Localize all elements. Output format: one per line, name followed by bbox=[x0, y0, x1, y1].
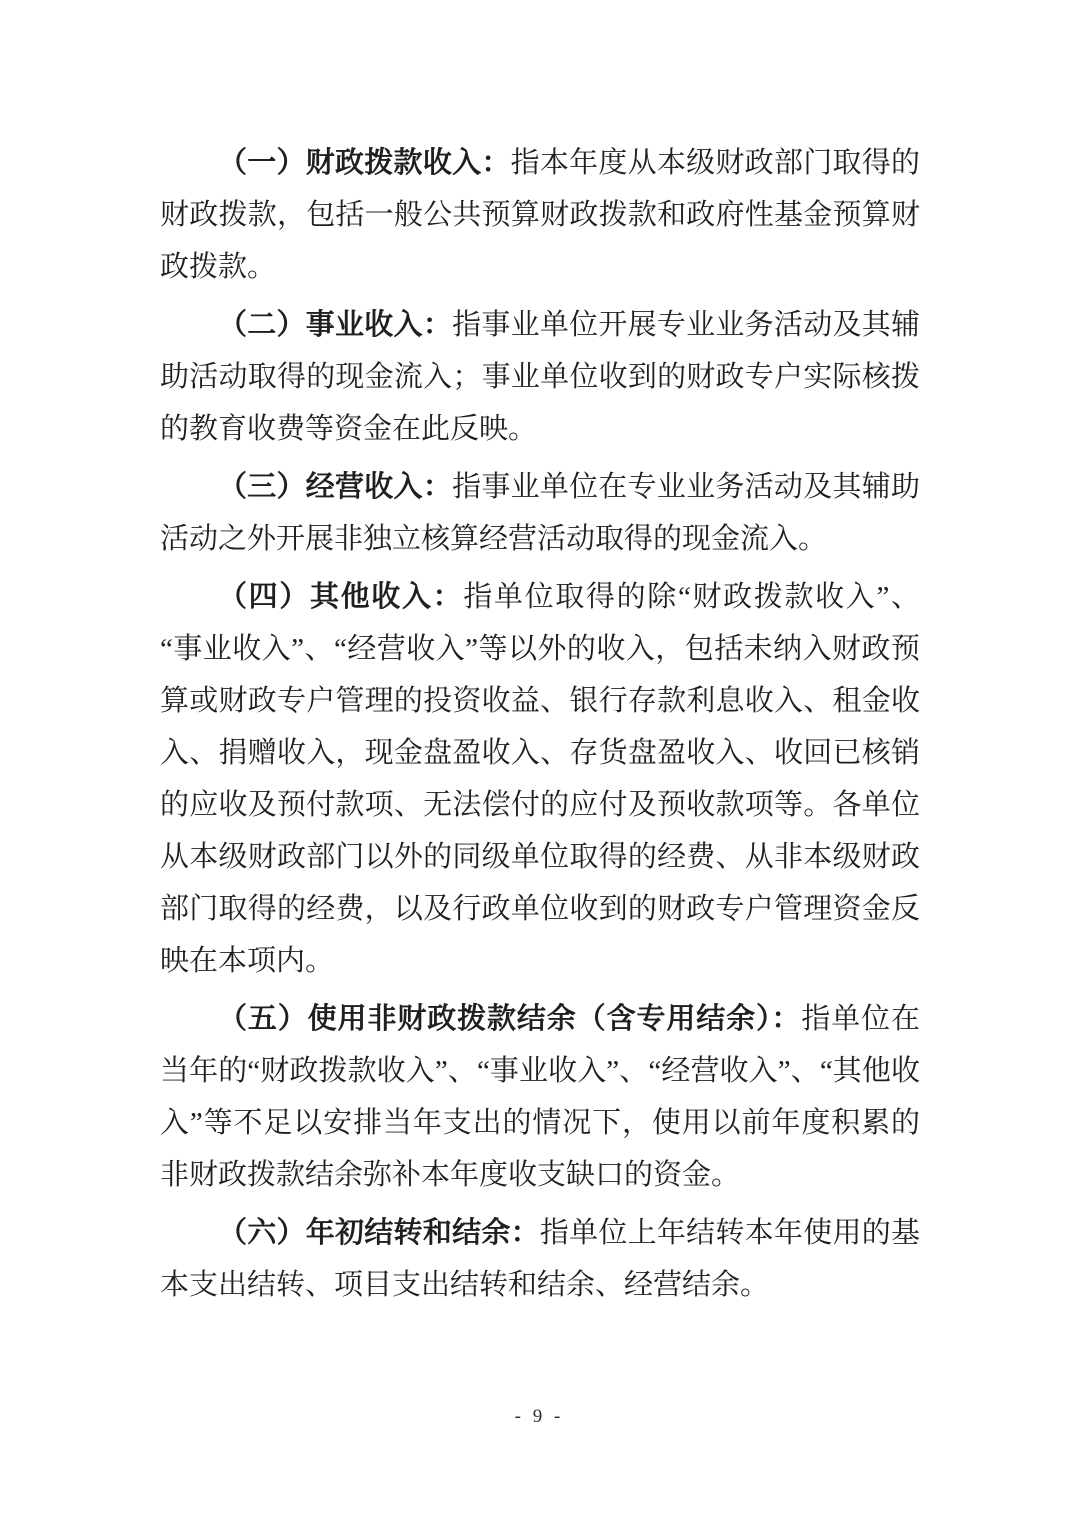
paragraph-operating-income-institution bbox=[160, 299, 920, 455]
paragraph-text: 指事业单位开展专业业务活动及其辅助活动取得的现金流入；事业单位收到的财政专户实际核拨的教育收费等资金在此反映。 bbox=[160, 309, 920, 445]
paragraph-non-fiscal-surplus-usage bbox=[160, 993, 920, 1201]
paragraph-fiscal-appropriation-income bbox=[160, 137, 920, 293]
paragraph-text: 指事业单位在专业业务活动及其辅助活动之外开展非独立核算经营活动取得的现金流入。 bbox=[160, 471, 920, 555]
paragraph-heading: （二）事业收入： bbox=[218, 309, 453, 341]
paragraph-heading: （六）年初结转和结余： bbox=[218, 1217, 540, 1249]
paragraph-text: 指单位在当年的“财政拨款收入”、“事业收入”、“经营收入”、“其他收入”等不足以安排当年支出的情况下，使用以前年度积累的非财政拨款结余弥补本年度收支缺口的资金。 bbox=[160, 1003, 920, 1191]
paragraph-text: 指单位上年结转本年使用的基本支出结转、项目支出结转和结余、经营结余。 bbox=[160, 1217, 920, 1301]
paragraph-heading: （一）财政拨款收入： bbox=[218, 147, 511, 179]
paragraph-other-income bbox=[160, 571, 920, 987]
paragraph-text: 指本年度从本级财政部门取得的财政拨款，包括一般公共预算财政拨款和政府性基金预算财政拨款。 bbox=[160, 147, 920, 283]
paragraph-heading: （五）使用非财政拨款结余（含专用结余）： bbox=[218, 1003, 802, 1035]
page-number: - 9 - bbox=[514, 1406, 561, 1427]
paragraph-heading: （四）其他收入： bbox=[218, 581, 464, 613]
paragraph-heading: （三）经营收入： bbox=[218, 471, 453, 503]
paragraph-text: 指单位取得的除“财政拨款收入”、“事业收入”、“经营收入”等以外的收入，包括未纳入财政预算或财政专户管理的投资收益、银行存款利息收入、租金收入、捐赠收入，现金盘盈收入、存货盘盈收入、收回已核销的应收及预付款项、无法偿付的应付及预收款项等。各单位从本级财政部门以外的同级单位取得的经费、从非本级财政部门取得的经费，以及行政单位收到的财政专户管理资金反映在本项内。 bbox=[160, 581, 920, 977]
document-body bbox=[160, 137, 920, 1311]
paragraph-year-begin-carryover bbox=[160, 1207, 920, 1311]
paragraph-business-income bbox=[160, 461, 920, 565]
